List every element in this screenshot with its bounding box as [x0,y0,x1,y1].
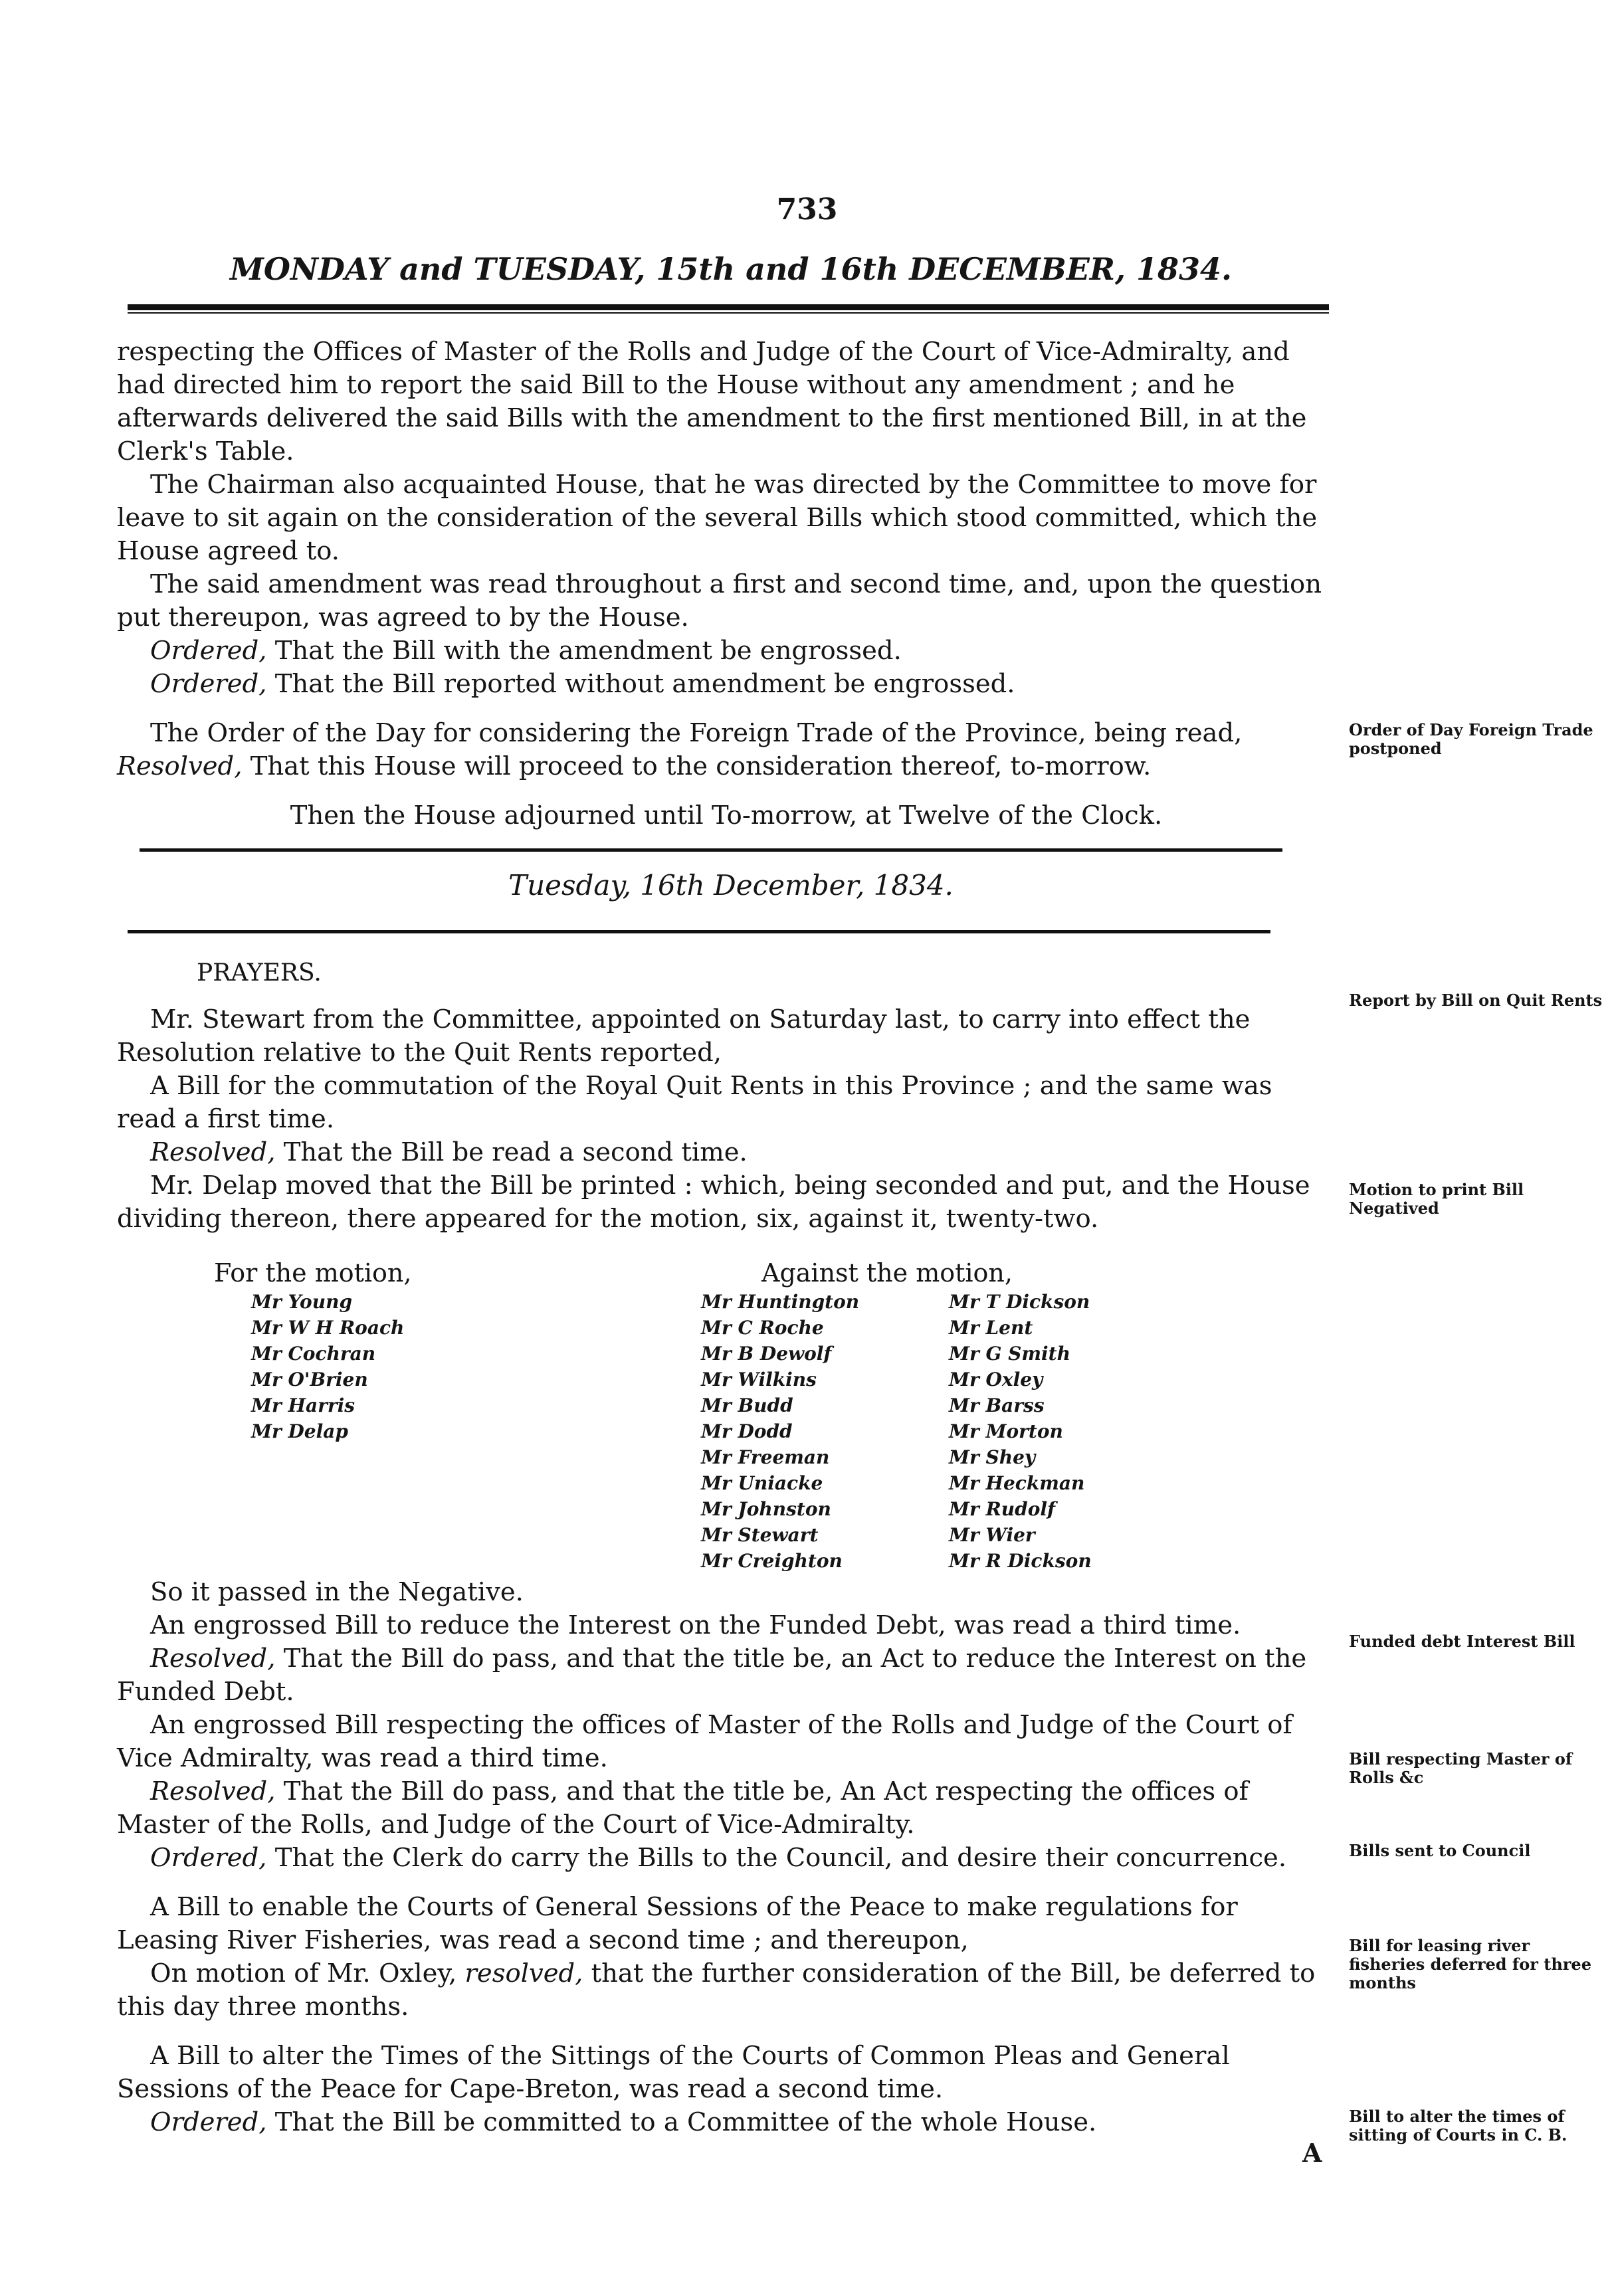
sidenote-foreign-trade: Order of Day Foreign Trade postponed [1349,720,1593,758]
for-heading: For the motion, [214,1258,412,1288]
ordered-label: Ordered, [150,1843,267,1873]
member-name: Mr Uniacke [701,1472,823,1494]
ordered-text: That the Bill with the amendment be engrossed. [266,636,902,666]
ordered-text: That the Bill be committed to a Committee of the whole House. [266,2107,1097,2137]
monday-proceedings [117,335,1336,832]
member-name: Mr T Dickson [949,1291,1090,1313]
section-rule [140,848,1282,852]
member-name: Mr Cochran [251,1343,376,1365]
rolls-bill: An engrossed Bill respecting the offices of Master of the Rolls and Judge of the Court of Vice Admiralty, was read a third time. [117,1710,1292,1773]
delap-motion: Mr. Delap moved that the Bill be printed : which, being seconded and put, and the House dividing thereon, there appeared for the motion, six, against it, twenty-two. [117,1171,1310,1234]
negative-result: So it passed in the Negative. [150,1577,524,1607]
member-name: Mr Budd [701,1394,793,1416]
resolved-text: That the Bill do pass, and that the title be, an Act to reduce the Interest on the Funded Debt. [117,1644,1307,1707]
sidenote-bills-council: Bills sent to Council [1349,1841,1531,1860]
member-name: Mr Dodd [701,1420,793,1442]
ordered-label: Ordered, [150,2107,267,2137]
member-name: Mr Huntington [701,1291,860,1313]
paragraph: respecting the Offices of Master of the Rolls and Judge of the Court of Vice-Admiralty, and had directed him to report the said Bill to the House without any amendment ; and he afterwards delivered the said Bills with the amendment to the first mentioned Bill, in at the Clerk's Table. [117,337,1307,466]
member-name: Mr Creighton [701,1550,843,1572]
sidenote-motion-print: Motion to print Bill Negatived [1349,1180,1524,1218]
member-name: Mr Wier [949,1524,1035,1546]
member-name: Mr O'Brien [251,1369,368,1390]
member-name: Mr Young [251,1291,353,1313]
member-name: Mr Lent [949,1317,1033,1339]
against-list-1 [701,1289,859,1574]
fisheries-motion-rest: that the further consideration of the Bill, be deferred to this day three months. [117,1959,1316,2022]
resolved-label: Resolved, [150,1137,276,1167]
against-list-2 [949,1289,1092,1574]
member-name: Mr Stewart [701,1524,819,1546]
ordered-engrossed-no-amendment [117,668,1336,701]
council-ordered [117,1842,1336,1875]
member-name: Mr Wilkins [701,1369,817,1390]
running-head: MONDAY and TUESDAY, 15th and 16th DECEMBER, 1834. [229,251,1233,287]
sidenote-master-rolls: Bill respecting Master of Rolls &c [1349,1749,1573,1787]
cape-breton-bill: A Bill to alter the Times of the Sittings of the Courts of Common Pleas and General Sessions of the Peace for Cape-Breton, was read a second time. [117,2041,1230,2104]
tuesday-proceedings-bottom [117,1576,1336,2139]
tuesday-proceedings-top [117,957,1336,1236]
funded-debt-bill: An engrossed Bill to reduce the Interest on the Funded Debt, was read a third time. [150,1610,1241,1640]
member-name: Mr Heckman [949,1472,1085,1494]
resolved-label: Resolved, [117,751,243,781]
member-name: Mr W H Roach [251,1317,405,1339]
prayers: PRAYERS. [197,959,322,987]
date-heading: Tuesday, 16th December, 1834. [508,869,954,902]
adjournment: Then the House adjourned until To-morrow, at Twelve of the Clock. [290,801,1163,830]
member-name: Mr Harris [251,1394,355,1416]
member-name: Mr G Smith [949,1343,1070,1365]
member-name: Mr Shey [949,1446,1036,1468]
fisheries-motion [117,1957,1336,2024]
member-name: Mr Rudolf [949,1498,1056,1520]
ordered-label: Ordered, [150,669,267,699]
member-name: Mr R Dickson [949,1550,1092,1572]
against-heading: Against the motion, [761,1258,1013,1288]
for-list [251,1289,404,1444]
rolls-resolved [117,1775,1336,1842]
catchword: A [1302,2138,1322,2168]
paragraph: The said amendment was read throughout a first and second time, and, upon the question put thereupon, was agreed to by the House. [117,569,1322,632]
resolved-label: Resolved, [150,1776,276,1806]
ordered-label: Ordered, [150,636,267,666]
resolved-text: That the Bill do pass, and that the title be, An Act respecting the offices of Master of the Rolls, and Judge of the Court of Vice-Admiralty. [117,1776,1249,1840]
cape-breton-ordered [117,2106,1336,2139]
funded-debt-resolved [117,1642,1336,1709]
member-name: Mr Morton [949,1420,1063,1442]
header-rule [128,304,1329,310]
quit-rents-resolved [117,1136,1336,1169]
fisheries-motion-text: On motion of Mr. Oxley, [150,1959,465,1988]
fisheries-bill: A Bill to enable the Courts of General Sessions of the Peace to make regulations for Leasing River Fisheries, was read a second time ; and thereupon, [117,1892,1238,1955]
foreign-trade-text: The Order of the Day for considering the Foreign Trade of the Province, being read, [150,718,1243,748]
member-name: Mr Oxley [949,1369,1043,1390]
member-name: Mr Barss [949,1394,1045,1416]
sidenote-funded-debt: Funded debt Interest Bill [1349,1632,1575,1651]
ordered-text: That the Bill reported without amendment be engrossed. [266,669,1015,699]
member-name: Mr B Dewolf [701,1343,832,1365]
resolved-text: That the Bill be read a second time. [275,1137,748,1167]
resolved-label: Resolved, [150,1644,276,1674]
member-name: Mr Johnston [701,1498,831,1520]
resolved-text: That this House will proceed to the consideration thereof, to-morrow. [242,751,1152,781]
sidenote-quit-rents: Report by Bill on Quit Rents [1349,991,1603,1010]
header-rule-thin [128,312,1329,314]
member-name: Mr Freeman [701,1446,830,1468]
ordered-text: That the Clerk do carry the Bills to the Council, and desire their concurrence. [266,1843,1287,1873]
quit-rents-bill: A Bill for the commutation of the Royal Quit Rents in this Province ; and the same was read a first time. [117,1071,1272,1134]
ordered-engrossed [117,634,1336,668]
date-rule [128,930,1270,933]
resolved-label: resolved, [464,1959,583,1988]
quit-rents-report: Mr. Stewart from the Committee, appointed on Saturday last, to carry into effect the Resolution relative to the Quit Rents reported, [117,1004,1251,1068]
sidenote-river-fisheries: Bill for leasing river fisheries deferred for three months [1349,1936,1591,1992]
page-number: 733 [776,193,838,227]
member-name: Mr C Roche [701,1317,824,1339]
member-name: Mr Delap [251,1420,348,1442]
foreign-trade-order [117,717,1336,783]
sidenote-cape-breton: Bill to alter the times of sitting of Courts in C. B. [1349,2107,1567,2145]
paragraph: The Chairman also acquainted House, that he was directed by the Committee to move for leave to sit again on the consideration of the several Bills which stood committed, which the House agreed to. [117,470,1318,566]
